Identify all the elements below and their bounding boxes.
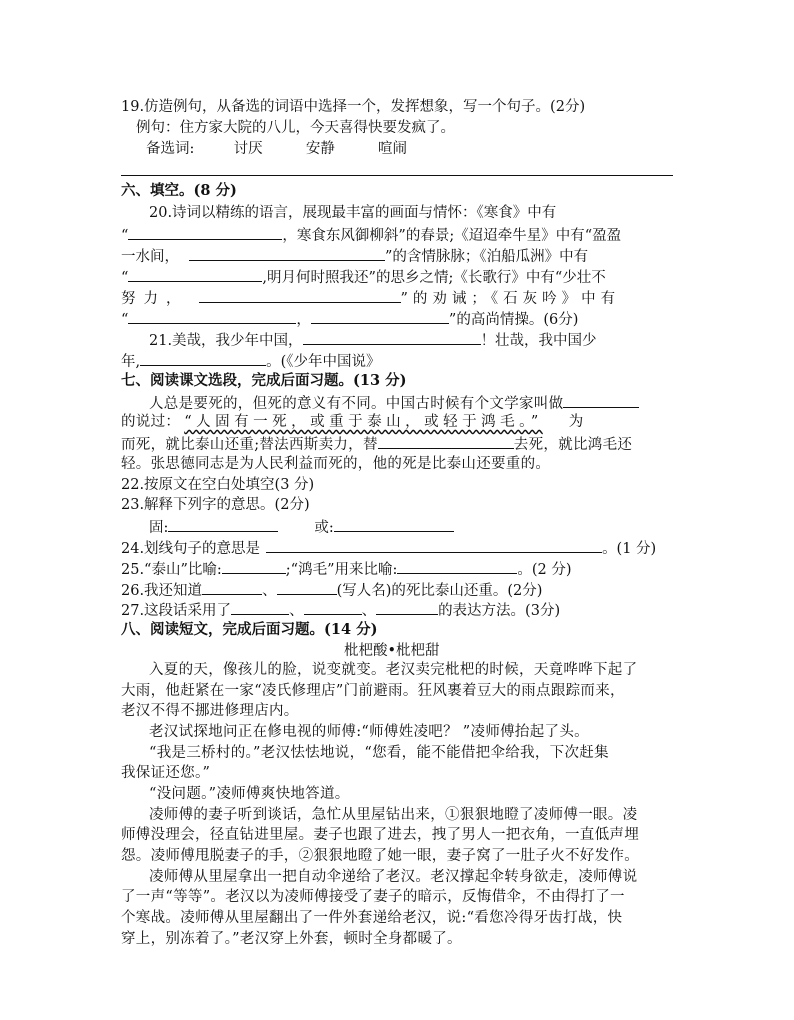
story-line: 个寒战。凌师傅从里屋翻出了一件外套递给老汉，说:“看您冷得牙齿打战，快 xyxy=(121,910,623,926)
q20-line6: “ ， ”的高尚情操。(6分) xyxy=(121,308,578,330)
blank-s7-2[interactable] xyxy=(378,433,514,449)
q27: 27.这段话采用了 、 、 的表达方法。(3分) xyxy=(121,599,560,621)
q19-option-2: 安静 xyxy=(305,141,335,157)
q19-prompt: 19.仿造例句，从备选的词语中选择一个，发挥想象，写一个句子。(2分) xyxy=(121,99,586,115)
blank-q20-1[interactable] xyxy=(128,224,282,240)
q19-answer-line[interactable] xyxy=(121,175,673,176)
blank-q23-2[interactable] xyxy=(334,516,454,532)
blank-q27-3[interactable] xyxy=(376,599,438,615)
blank-q20-4[interactable] xyxy=(199,287,401,303)
story-title: 枇杷酸•枇杷甜 xyxy=(344,643,440,659)
passage7-line2: 的说过： “人固有一死，或重于泰山，或轻于鸿毛。” 为 xyxy=(121,414,584,430)
q20-line5: 努力， ”的劝诫；《石灰吟》中有 xyxy=(121,287,620,309)
blank-q20-5[interactable] xyxy=(128,308,296,324)
q24: 24.划线句子的意思是 。(1 分) xyxy=(121,537,656,559)
section8-heading: 八、阅读短文，完成后面习题。(14 分) xyxy=(121,621,378,638)
passage7-line3: 而死，就比泰山还重;替法西斯卖力，替 去死，就比鸿毛还 xyxy=(121,433,632,455)
q23-answers: 固: 或: xyxy=(149,516,454,538)
blank-q20-3[interactable] xyxy=(128,266,262,282)
story-line: “没问题。”凌师傅爽快地答道。 xyxy=(149,786,350,802)
section7-heading: 七、阅读课文选段，完成后面习题。(13 分) xyxy=(121,372,407,389)
q20-line2: “ ，寒食东风御柳斜”的春景;《迢迢牵牛星》中有“盈盈 xyxy=(121,224,621,246)
blank-q25-2[interactable] xyxy=(397,558,517,574)
q25: 25.“泰山”比喻: ;“鸿毛”用来比喻: 。(2 分) xyxy=(121,558,572,580)
passage7-line4: 轻。张思德同志是为人民利益而死的，他的死是比泰山还要重的。 xyxy=(121,456,551,472)
passage7-line1: 人总是要死的，但死的意义有不同。中国古时候有个文学家叫做 xyxy=(149,392,639,414)
story-line: 怨。凌师傅甩脱妻子的手，②狠狠地瞪了她一眼，妻子窝了一肚子火不好发作。 xyxy=(121,848,639,864)
blank-q27-1[interactable] xyxy=(231,599,289,615)
blank-q27-2[interactable] xyxy=(304,599,362,615)
q26: 26.我还知道 、 (写人名)的死比泰山还重。(2分) xyxy=(121,579,542,601)
blank-q23-1[interactable] xyxy=(168,516,278,532)
q20-line4: “ ,明月何时照我还”的思乡之情;《长歌行》中有“少壮不 xyxy=(121,266,606,288)
underlined-quote: “人固有一死，或重于泰山，或轻于鸿毛。” xyxy=(184,414,543,430)
story-line: 老汉试探地问正在修电视的师傅:“师傅姓凌吧？ ”凌师傅抬起了头。 xyxy=(149,724,589,740)
q20-line1: 20.诗词以精练的语言，展现最丰富的画面与情怀：《寒食》中有 xyxy=(149,205,557,221)
section6-heading: 六、填空。(8 分) xyxy=(121,182,237,199)
story-line: 凌师傅的妻子听到谈话，急忙从里屋钻出来，①狠狠地瞪了凌师傅一眼。凌 xyxy=(149,807,638,823)
story-line: 入夏的天，像孩儿的脸，说变就变。老汉卖完枇杷的时候，天竟哗哗下起了 xyxy=(149,662,638,678)
story-line: “我是三桥村的。”老汉怯怯地说，“您看，能不能借把伞给我，下次赶集 xyxy=(149,745,609,761)
q19-options xyxy=(146,139,407,159)
blank-s7-1[interactable] xyxy=(563,392,639,408)
q23: 23.解释下列字的意思。(2分) xyxy=(121,497,310,513)
q22: 22.按原文在空白处填空(3 分) xyxy=(121,477,315,493)
blank-q21-1[interactable] xyxy=(303,329,481,345)
q20-line3: 一水间， ”的含情脉脉；《泊船瓜洲》中有 xyxy=(121,245,588,267)
q19-options-label: 备选词: xyxy=(146,141,195,157)
q21-line1: 21.美哉，我少年中国， ！壮哉，我中国少 xyxy=(149,329,597,351)
story-line: 穿上，别冻着了。”老汉穿上外套，顿时全身都暖了。 xyxy=(121,931,462,947)
q19-option-3: 喧闹 xyxy=(378,141,408,157)
blank-q21-2[interactable] xyxy=(140,350,266,366)
story-line: 老汉不得不挪进修理店内。 xyxy=(121,703,299,719)
blank-q20-6[interactable] xyxy=(311,308,449,324)
blank-q24[interactable] xyxy=(266,537,602,553)
story-line: 师傅没理会，径直钻进里屋。妻子也跟了进去，拽了男人一把衣角，一直低声埋 xyxy=(121,827,639,843)
blank-q26-1[interactable] xyxy=(202,579,262,595)
q19-example: 例句：住方家大院的八儿，今天喜得快要发疯了。 xyxy=(136,120,455,136)
blank-q26-2[interactable] xyxy=(277,579,337,595)
blank-q20-2[interactable] xyxy=(189,245,385,261)
story-line: 了一声“等等”。老汉以为凌师傅接受了妻子的暗示，反悔借伞，不由得打了一 xyxy=(121,889,625,905)
q19-option-1: 讨厌 xyxy=(233,141,263,157)
blank-q25-1[interactable] xyxy=(222,558,286,574)
story-line: 凌师傅从里屋拿出一把自动伞递给了老汉。老汉撑起伞转身欲走，凌师傅说 xyxy=(149,869,638,885)
story-line: 我保证还您。” xyxy=(121,765,211,781)
q21-line2: 年, 。(《少年中国说》 xyxy=(121,350,381,372)
story-line: 大雨，他赶紧在一家“凌氏修理店”门前避雨。狂风裹着豆大的雨点跟踪而来， xyxy=(121,683,625,699)
